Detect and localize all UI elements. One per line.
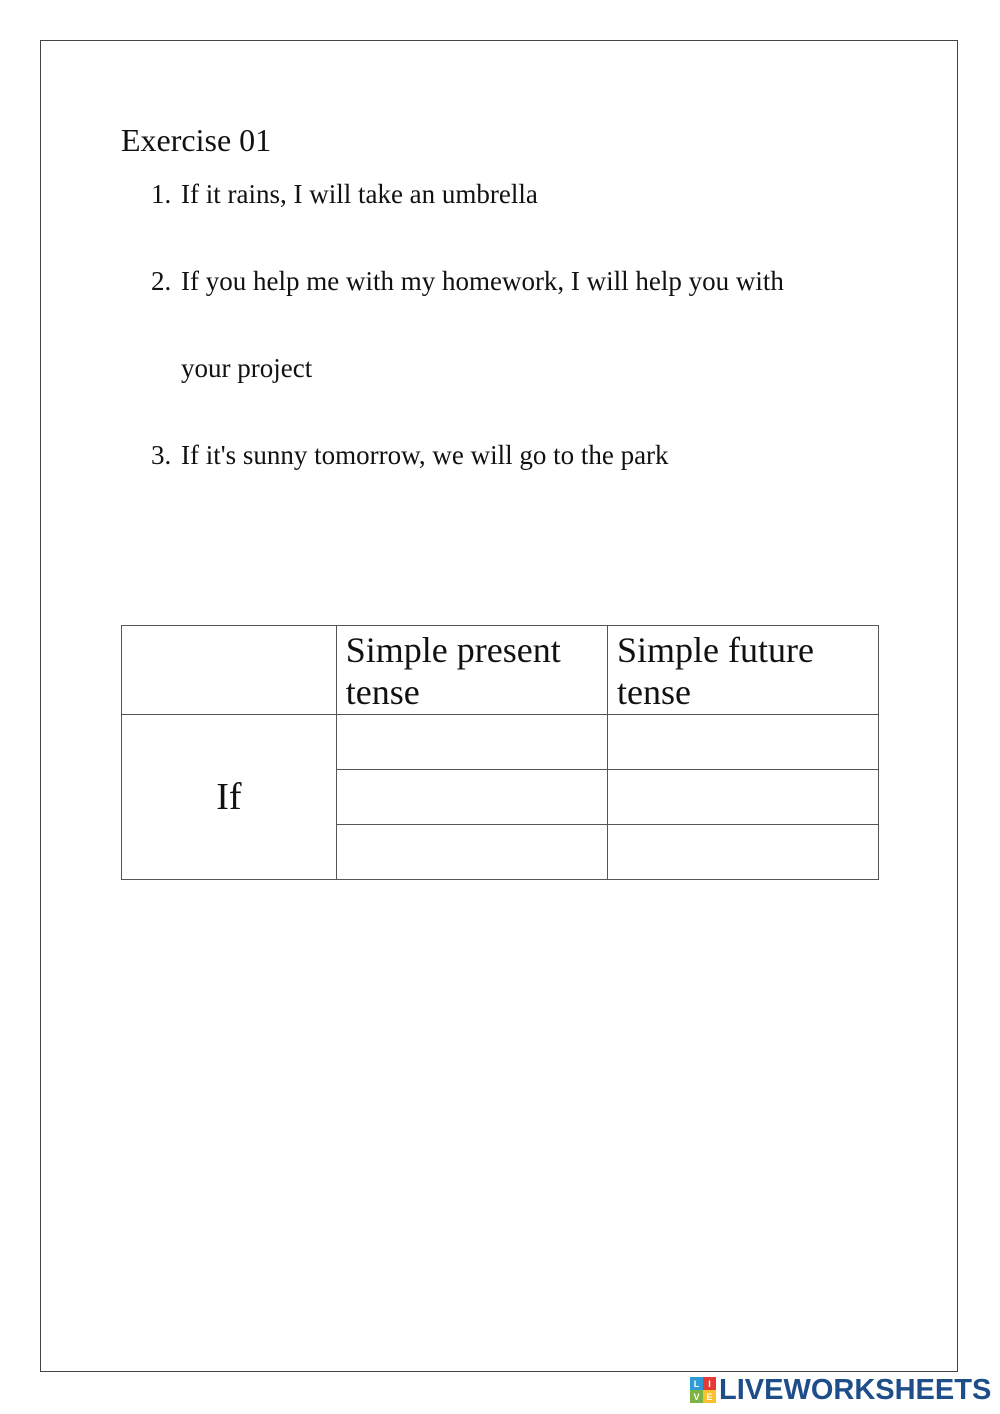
sentence-3-text: If it's sunny tomorrow, we will go to the park (181, 440, 669, 470)
sentence-2-number: 2. (151, 266, 172, 296)
sentence-2-text: If you help me with my homework, I will help you with (181, 266, 784, 296)
liveworksheets-logo[interactable] (690, 1374, 991, 1406)
sentence-3-number: 3. (151, 440, 172, 470)
answer-cell-future-3[interactable] (607, 825, 878, 880)
liveworksheets-logo-icon (690, 1377, 716, 1403)
answer-cell-future-1[interactable] (607, 715, 878, 770)
logo-tile-i: I (703, 1377, 716, 1390)
if-label-cell (122, 715, 337, 880)
exercise-title: Exercise 01 (121, 122, 272, 158)
sentence-1 (151, 177, 538, 211)
answer-cell-future-2[interactable] (607, 770, 878, 825)
table-row (122, 715, 879, 770)
sentence-2-continuation: your project (181, 353, 313, 383)
answer-cell-present-3[interactable] (336, 825, 607, 880)
header-empty-cell (122, 626, 337, 715)
answer-cell-present-1[interactable] (336, 715, 607, 770)
if-label: If (216, 776, 242, 818)
header-simple-present: Simple present tense (336, 626, 607, 715)
logo-tile-l: L (690, 1377, 703, 1390)
sentence-1-text: If it rains, I will take an umbrella (181, 179, 538, 209)
tense-table (121, 625, 879, 880)
answer-cell-present-2[interactable] (336, 770, 607, 825)
sentence-2 (151, 264, 784, 298)
sentence-3 (151, 438, 669, 472)
liveworksheets-wordmark: LIVEWORKSHEETS (719, 1373, 992, 1406)
logo-tile-v: V (690, 1390, 703, 1403)
header-simple-future: Simple future tense (607, 626, 878, 715)
table-header-row (122, 626, 879, 715)
sentence-1-number: 1. (151, 179, 172, 209)
logo-tile-e: E (703, 1390, 716, 1403)
